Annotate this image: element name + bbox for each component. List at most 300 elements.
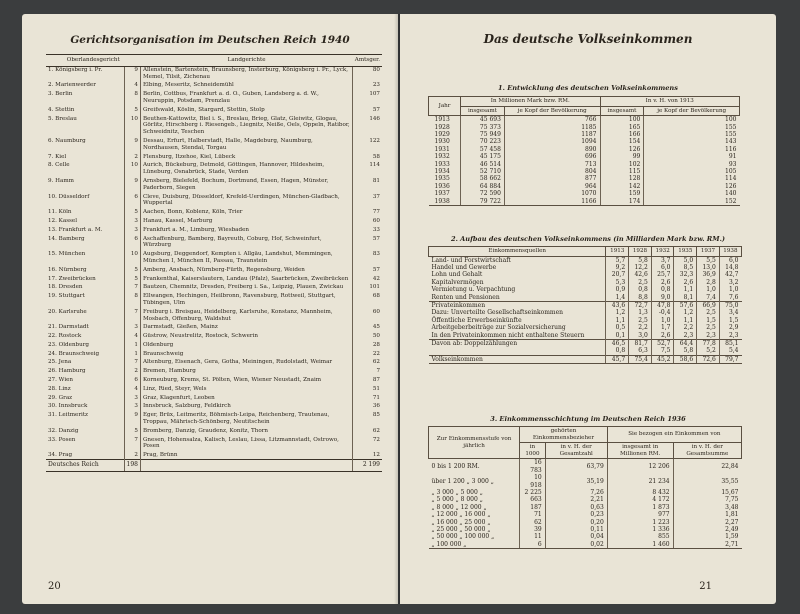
t1-cell: 128 xyxy=(600,175,644,182)
t3-cell: 2 225 xyxy=(520,489,546,496)
t2-cell: 42,6 xyxy=(629,271,652,278)
lg-count: 4 xyxy=(124,331,140,340)
t2-label: Land- und Forstwirtschaft xyxy=(431,256,511,264)
t2-cell: 6,3 xyxy=(629,347,652,355)
ag-count: 23 xyxy=(353,80,382,89)
t3-label: „ 100 000 „ xyxy=(429,541,520,549)
t1-cell: 143 xyxy=(644,138,740,145)
t2-label: Öffentliche Erwerbseinkünfte xyxy=(431,316,522,324)
t2-cell: 0,8 xyxy=(651,286,674,293)
table-row xyxy=(429,511,742,518)
lg-count: 7 xyxy=(124,435,140,451)
lg-count: 2 xyxy=(124,450,140,459)
lg-list: Hanau, Kassel, Marburg xyxy=(142,217,213,224)
olg-name: 32. Danzig xyxy=(48,427,79,434)
lg-count: 5 xyxy=(124,207,140,216)
table-row xyxy=(429,355,742,363)
t3-label: „ 12 000 „ 16 000 „ xyxy=(431,511,491,519)
table-row xyxy=(429,541,742,549)
ag-count: 71 xyxy=(353,393,382,402)
lg-list: Aurich, Bückeburg, Detmold, Göttingen, Hannover, Hildesheim, Lüneburg, Osnabrück, Stade, Verden xyxy=(142,162,325,176)
olg-name: 21. Darmstadt xyxy=(48,324,89,331)
page-title-left: Gerichtsorganisation im Deutschen Reich 1940 xyxy=(70,34,350,46)
olg-name: 27. Wien xyxy=(48,377,74,384)
t3-cell: 3,48 xyxy=(673,504,741,511)
t2-header-year: 1935 xyxy=(674,247,697,257)
ag-count: 83 xyxy=(353,249,382,265)
t1-cell: 1936 xyxy=(434,182,450,190)
olg-name: 22. Rostock xyxy=(48,333,82,340)
header-olg: Oberlandesgericht xyxy=(46,55,140,67)
t3-cell: 35,19 xyxy=(545,474,607,489)
t1-cell: 1937 xyxy=(434,190,450,198)
lg-list: Prag, Brünn xyxy=(142,452,178,459)
total-label: Deutsches Reich xyxy=(46,460,124,472)
t2-label: Arbeitgeberbeiträge zur Sozialversicherung xyxy=(431,324,566,332)
t1-cell: 57 458 xyxy=(461,146,505,153)
ag-count: 107 xyxy=(353,89,382,105)
olg-name: 14. Bamberg xyxy=(48,235,85,242)
t2-label: Vermietung u. Verpachtung xyxy=(431,286,516,294)
t1-cell: 877 xyxy=(504,175,600,182)
lg-count: 10 xyxy=(124,114,140,136)
t2-cell: 57,6 xyxy=(674,302,697,310)
t2-cell: 5,7 xyxy=(606,256,629,264)
olg-name: 34. Prag xyxy=(48,452,73,459)
t3-cell: 1 223 xyxy=(607,519,673,526)
t2-cell: 5,0 xyxy=(674,256,697,264)
t2-cell: -0,4 xyxy=(651,309,674,316)
lg-count: 3 xyxy=(124,216,140,225)
t1-cell: 93 xyxy=(644,161,740,168)
table-row xyxy=(429,198,740,206)
t3-header-in1000: in 1000 xyxy=(520,443,546,459)
lg-list: Ellwangen, Hechingen, Heilbronn, Ravensburg, Rottweil, Stuttgart, Tübingen, Ulm xyxy=(142,293,336,306)
t1-header-year: Jahr xyxy=(429,97,461,116)
lg-count: 5 xyxy=(124,426,140,435)
olg-name: 1. Königsberg i. Pr. xyxy=(48,66,103,73)
lg-list: Aschaffenburg, Bamberg, Bayreuth, Coburg, Hof, Schweinfurt, Würzburg xyxy=(142,235,322,249)
t3-cell: 6 xyxy=(520,541,546,549)
t1-cell: 964 xyxy=(504,183,600,190)
t3-cell: 855 xyxy=(607,533,673,540)
t2-cell: 12,2 xyxy=(629,264,652,271)
t1-cell: 174 xyxy=(600,198,644,206)
t3-label: „ 3 000 „ 5 000 „ xyxy=(431,489,483,496)
t2-cell: 2,5 xyxy=(629,279,652,286)
ag-count: 58 xyxy=(353,152,382,161)
lg-count: 5 xyxy=(124,274,140,283)
t3-header-stufe: Zur Einkommensstufe von jährlich xyxy=(429,427,520,459)
t2-cell: 5,2 xyxy=(697,347,720,355)
olg-name: 26. Hamburg xyxy=(48,368,86,375)
total-ag: 2 199 xyxy=(353,460,382,472)
t2-cell: 5,5 xyxy=(697,256,720,264)
table-row xyxy=(46,234,382,250)
ag-count: 57 xyxy=(353,105,382,114)
t2-cell: 0,8 xyxy=(606,347,629,355)
lg-list: Güstrow, Neustrelitz, Rostock, Schwerin xyxy=(142,333,258,340)
ag-count: 72 xyxy=(353,435,382,451)
t1-cell: 70 223 xyxy=(461,138,505,145)
t3-cell: 2,49 xyxy=(673,526,741,533)
t3-cell: 12 206 xyxy=(607,459,673,474)
lg-count: 7 xyxy=(124,307,140,323)
t1-cell: 1166 xyxy=(504,198,600,206)
t3-cell: 0,02 xyxy=(545,541,607,549)
t1-cell: 79 722 xyxy=(461,198,505,206)
ag-count: 37 xyxy=(353,192,382,208)
t2-header-label: Einkommensquellen xyxy=(429,247,606,257)
ag-count: 81 xyxy=(353,176,382,192)
t2-cell: 9,2 xyxy=(606,264,629,271)
t1-header-per-head-pct: je Kopf der Bevölkerung xyxy=(644,106,740,116)
t2-label: Renten und Pensionen xyxy=(431,293,500,301)
table-row xyxy=(429,309,742,316)
ag-count: 22 xyxy=(353,349,382,358)
t2-cell: 36,9 xyxy=(697,271,720,278)
olg-name: 10. Düsseldorf xyxy=(48,193,90,200)
t2-cell: 43,6 xyxy=(606,302,629,310)
t2-label: Davon ab: Doppelzählungen xyxy=(429,340,606,348)
t3-header-pct1: in v. H. der Gesamtzahl xyxy=(545,443,607,459)
t2-label: Privateinkommen xyxy=(429,302,606,310)
table-row xyxy=(46,349,382,358)
table-row xyxy=(429,161,740,168)
t3-cell: 1,59 xyxy=(673,533,741,540)
t2-cell: 1,1 xyxy=(674,286,697,293)
t1-cell: 114 xyxy=(644,175,740,182)
t2-cell: 2,8 xyxy=(697,279,720,286)
t2-cell: 2,5 xyxy=(697,324,720,331)
t2-cell: 2,6 xyxy=(674,279,697,286)
lg-count: 10 xyxy=(124,160,140,176)
table3-title: 3. Einkommensschichtung im Deutschen Reich 1936 xyxy=(490,415,686,423)
t3-cell: 4 172 xyxy=(607,496,673,503)
ag-count: 87 xyxy=(353,375,382,384)
t2-header-year: 1938 xyxy=(719,247,741,257)
olg-name: 17. Zweibrücken xyxy=(48,275,96,282)
t2-cell: 7,6 xyxy=(719,294,741,302)
lg-list: Allenstein, Bartenstein, Braunsberg, Insterburg, Königsberg i. Pr., Lyck, Memel, Tilsit, Zichenau xyxy=(142,66,349,80)
t2-cell: 0,5 xyxy=(606,324,629,331)
lg-list: Innsbruck, Salzburg, Feldkirch xyxy=(142,403,231,410)
olg-name: 23. Oldenburg xyxy=(48,341,89,348)
right-page xyxy=(400,14,776,604)
lg-list: Graz, Klagenfurt, Leoben xyxy=(142,394,215,401)
t2-cell: 64,4 xyxy=(674,340,697,348)
t3-cell: 7,26 xyxy=(545,489,607,496)
olg-name: 5. Breslau xyxy=(48,115,77,122)
t2-cell: 8,1 xyxy=(674,294,697,302)
table-row xyxy=(429,294,742,302)
t3-cell: 2,21 xyxy=(545,496,607,503)
t3-cell: 187 xyxy=(520,504,546,511)
lg-count: 2 xyxy=(124,366,140,375)
table-row xyxy=(429,474,742,489)
t2-cell: 1,1 xyxy=(606,317,629,324)
lg-count: 7 xyxy=(124,282,140,291)
t1-cell: 152 xyxy=(644,198,740,206)
ag-count: 62 xyxy=(353,426,382,435)
t2-header-year: 1932 xyxy=(651,247,674,257)
t1-cell: 1935 xyxy=(434,175,450,183)
table-row xyxy=(429,489,742,496)
t2-cell: 1,0 xyxy=(697,286,720,293)
t2-cell: 58,6 xyxy=(674,355,697,363)
t2-cell: 2,6 xyxy=(651,332,674,340)
t2-cell: 32,3 xyxy=(674,271,697,278)
table-row xyxy=(46,426,382,435)
ag-count: 51 xyxy=(353,384,382,393)
lg-list: Berlin, Cottbus, Frankfurt a. d. O., Guben, Landsberg a. d. W., Neuruppin, Potsdam, Prenzlau xyxy=(142,91,319,104)
t2-cell: 1,0 xyxy=(719,286,741,293)
olg-name: 25. Jena xyxy=(48,359,72,366)
lg-list: Darmstadt, Gießen, Mainz xyxy=(142,324,218,331)
lg-count: 9 xyxy=(124,410,140,426)
t3-header-pflicht: gehörten Einkommensbezieher xyxy=(520,427,608,443)
lg-count: 10 xyxy=(124,249,140,265)
t1-cell: 99 xyxy=(600,153,644,160)
page-number-right: 21 xyxy=(699,581,712,592)
ag-count: 57 xyxy=(353,234,382,250)
t3-cell: 10 918 xyxy=(520,474,546,489)
table-row xyxy=(429,131,740,138)
t3-label: „ 8 000 „ 12 000 „ xyxy=(431,503,487,511)
t1-cell: 45 693 xyxy=(461,116,505,124)
table-row xyxy=(46,291,382,307)
table-row xyxy=(429,256,742,264)
t1-cell: 804 xyxy=(504,168,600,175)
t3-cell: 8 432 xyxy=(607,489,673,496)
lg-list: Dessau, Erfurt, Halberstadt, Halle, Magdeburg, Naumburg, Nordhausen, Stendal, Torgau xyxy=(142,137,313,151)
lg-list: Linz, Ried, Steyr, Wels xyxy=(142,385,207,392)
t2-cell: 2,3 xyxy=(674,332,697,340)
t2-cell: 2,5 xyxy=(697,309,720,316)
lg-count: 7 xyxy=(124,357,140,366)
t1-cell: 116 xyxy=(644,146,740,153)
lg-list: Gnesen, Hohensalza, Kalisch, Leslau, Lissa, Litzmannstadt, Ostrowo, Posen xyxy=(142,436,339,450)
ag-count: 60 xyxy=(353,307,382,323)
table-row xyxy=(46,152,382,161)
t1-cell: 1931 xyxy=(434,145,450,153)
t1-cell: 105 xyxy=(644,168,740,175)
table-row xyxy=(429,340,742,348)
t1-cell: 46 514 xyxy=(461,161,505,168)
t1-cell: 140 xyxy=(644,190,740,197)
lg-count: 4 xyxy=(124,384,140,393)
ag-count: 62 xyxy=(353,357,382,366)
table-row xyxy=(46,375,382,384)
t2-cell: 7,4 xyxy=(697,294,720,302)
t1-header-total: insgesamt xyxy=(461,106,505,116)
t2-cell: 1,7 xyxy=(651,324,674,331)
t3-cell: 71 xyxy=(520,511,546,518)
lg-list: Flensburg, Itzehoe, Kiel, Lübeck xyxy=(142,153,236,160)
table-row xyxy=(46,450,382,459)
olg-name: 8. Celle xyxy=(48,162,70,169)
table-row xyxy=(429,324,742,331)
t2-cell: 2,2 xyxy=(674,324,697,331)
ag-count: 80 xyxy=(353,66,382,80)
t2-cell: 85,1 xyxy=(719,340,741,348)
t2-cell: 1,1 xyxy=(674,317,697,324)
table-row xyxy=(46,393,382,402)
lg-count: 3 xyxy=(124,393,140,402)
olg-name: 18. Dresden xyxy=(48,284,83,291)
t3-cell: 0,23 xyxy=(545,511,607,518)
t3-cell: 2,27 xyxy=(673,519,741,526)
t2-cell: 14,8 xyxy=(719,264,741,271)
t3-label: „ 25 000 „ 50 000 „ xyxy=(431,526,491,534)
ag-count: 36 xyxy=(353,401,382,410)
lg-list: Altenburg, Eisenach, Gera, Gotha, Meiningen, Rudolstadt, Weimar xyxy=(142,359,333,366)
t3-label: „ 5 000 „ 8 000 „ xyxy=(431,496,483,504)
t1-cell: 126 xyxy=(600,146,644,153)
table-row xyxy=(429,116,740,124)
page-number-left: 20 xyxy=(48,581,61,592)
lg-list: Frankfurt a. M., Limburg, Wiesbaden xyxy=(142,226,249,233)
t1-cell: 91 xyxy=(644,153,740,160)
olg-name: 31. Leitmeritz xyxy=(48,412,89,419)
t3-cell: 0,63 xyxy=(545,504,607,511)
olg-name: 7. Kiel xyxy=(48,153,67,160)
t1-cell: 155 xyxy=(644,131,740,138)
table-row xyxy=(46,340,382,349)
lg-count: 2 xyxy=(124,152,140,161)
t2-cell: 3,7 xyxy=(651,256,674,264)
table-row xyxy=(429,302,742,310)
t2-cell: 0,1 xyxy=(606,332,629,340)
table-row xyxy=(46,307,382,323)
table-row xyxy=(429,138,740,145)
t2-cell: 2,6 xyxy=(651,279,674,286)
t2-label: Volkseinkommen xyxy=(429,355,606,363)
table-row xyxy=(46,357,382,366)
lg-count: 8 xyxy=(124,89,140,105)
t2-cell: 1,3 xyxy=(629,309,652,316)
t1-cell: 696 xyxy=(504,153,600,160)
table-row xyxy=(46,176,382,192)
lg-count: 3 xyxy=(124,225,140,234)
table-row xyxy=(46,136,382,152)
t2-cell: 9,0 xyxy=(651,294,674,302)
table-row xyxy=(46,366,382,375)
t1-header-pct: In v. H. von 1913 xyxy=(600,97,740,107)
t1-cell: 1933 xyxy=(434,160,450,168)
t2-cell: 2,3 xyxy=(719,332,741,340)
table-row xyxy=(46,105,382,114)
table-row xyxy=(46,66,382,80)
ag-count: 50 xyxy=(353,331,382,340)
t3-label: über 1 200 „ 3 000 „ xyxy=(431,477,494,485)
olg-name: 20. Karlsruhe xyxy=(48,308,87,315)
t2-cell: 5,4 xyxy=(719,347,741,355)
t1-cell: 126 xyxy=(644,183,740,190)
t3-label: „ 50 000 „ 100 000 „ xyxy=(431,533,495,541)
page-title-right: Das deutsche Volkseinkommen xyxy=(483,32,693,46)
table-row xyxy=(46,249,382,265)
t2-cell: 8,8 xyxy=(629,294,652,302)
table-row xyxy=(46,331,382,340)
table1-title: 1. Entwicklung des deutschen Volkseinkommens xyxy=(498,84,678,92)
table-row xyxy=(46,274,382,283)
lg-list: Bromberg, Danzig, Graudenz, Konitz, Thorn xyxy=(142,427,269,434)
olg-name: 13. Frankfurt a. M. xyxy=(48,226,103,233)
t3-cell: 0,04 xyxy=(545,533,607,540)
t1-cell: 1930 xyxy=(434,138,450,146)
table-row xyxy=(46,225,382,234)
t3-cell: 39 xyxy=(520,526,546,533)
lg-list: Braunschweig xyxy=(142,350,184,357)
table-total-row xyxy=(46,460,382,472)
lg-list: Augsburg, Deggendorf, Kempten i. Allgäu, Landshut, Memmingen, München I, München II, Passau, Traunstein xyxy=(142,251,333,264)
table-row xyxy=(429,504,742,511)
t2-cell: 0,8 xyxy=(629,286,652,293)
total-count: 198 xyxy=(124,460,140,472)
t1-cell: 713 xyxy=(504,161,600,168)
t2-cell: 77,8 xyxy=(697,340,720,348)
lg-count: 6 xyxy=(124,234,140,250)
table-row xyxy=(429,286,742,293)
t1-cell: 1185 xyxy=(504,124,600,131)
t2-label: Kapitalvermögen xyxy=(431,278,484,286)
olg-name: 15. München xyxy=(48,251,86,258)
ag-count: 101 xyxy=(353,282,382,291)
table-row xyxy=(46,216,382,225)
t2-label: In den Privateinkommen nicht enthaltene Steuern xyxy=(431,331,585,339)
t1-cell: 1934 xyxy=(434,168,450,176)
olg-name: 2. Marienwerder xyxy=(48,82,96,89)
t2-cell: 2,3 xyxy=(697,332,720,340)
t2-header-year: 1913 xyxy=(606,247,629,257)
t3-cell: 0,20 xyxy=(545,519,607,526)
t1-cell: 75 373 xyxy=(461,124,505,131)
lg-count: 9 xyxy=(124,66,140,80)
lg-count: 1 xyxy=(124,349,140,358)
t2-cell: 2,2 xyxy=(629,324,652,331)
lg-list: Frankenthal, Kaiserslautern, Landau (Pfalz), Saarbrücken, Zweibrücken xyxy=(142,275,349,282)
table-header xyxy=(46,55,382,67)
t2-cell: 45,7 xyxy=(606,355,629,363)
t3-cell: 1,81 xyxy=(673,511,741,518)
t2-cell: 6,0 xyxy=(719,256,741,264)
t1-cell: 1094 xyxy=(504,138,600,145)
table-row xyxy=(429,459,742,474)
t1-header-per-head: je Kopf der Bevölkerung xyxy=(504,106,600,116)
table-row xyxy=(46,282,382,291)
lg-list: Eger, Brüx, Leitmeritz, Böhmisch-Leipa, Reichenberg, Trautenau, Troppau, Mährisch-Schönberg, Neutitschein xyxy=(142,412,330,426)
t3-cell: 977 xyxy=(607,511,673,518)
t2-cell: 72,6 xyxy=(697,355,720,363)
t3-cell: 0,11 xyxy=(545,526,607,533)
ag-count: 57 xyxy=(353,265,382,274)
t1-cell: 159 xyxy=(600,190,644,197)
t2-header-year: 1937 xyxy=(697,247,720,257)
olg-name: 29. Graz xyxy=(48,394,73,401)
lg-list: Freiburg i. Breisgau, Heidelberg, Karlsruhe, Konstanz, Mannheim, Mosbach, Offenburg, Waldshut xyxy=(142,308,333,322)
lg-list: Elbing, Meseritz, Schneidemühl xyxy=(142,82,234,89)
t2-cell: 79,7 xyxy=(719,355,741,363)
table-row xyxy=(429,146,740,153)
income-development-table xyxy=(428,96,740,206)
t1-cell: 72 590 xyxy=(461,190,505,197)
t3-label: „ 16 000 „ 25 000 „ xyxy=(431,518,491,526)
lg-count: 9 xyxy=(124,136,140,152)
t2-label: Lohn und Gehalt xyxy=(431,271,483,279)
lg-list: Bremen, Hamburg xyxy=(142,368,196,375)
t3-cell: 2,71 xyxy=(673,541,741,549)
